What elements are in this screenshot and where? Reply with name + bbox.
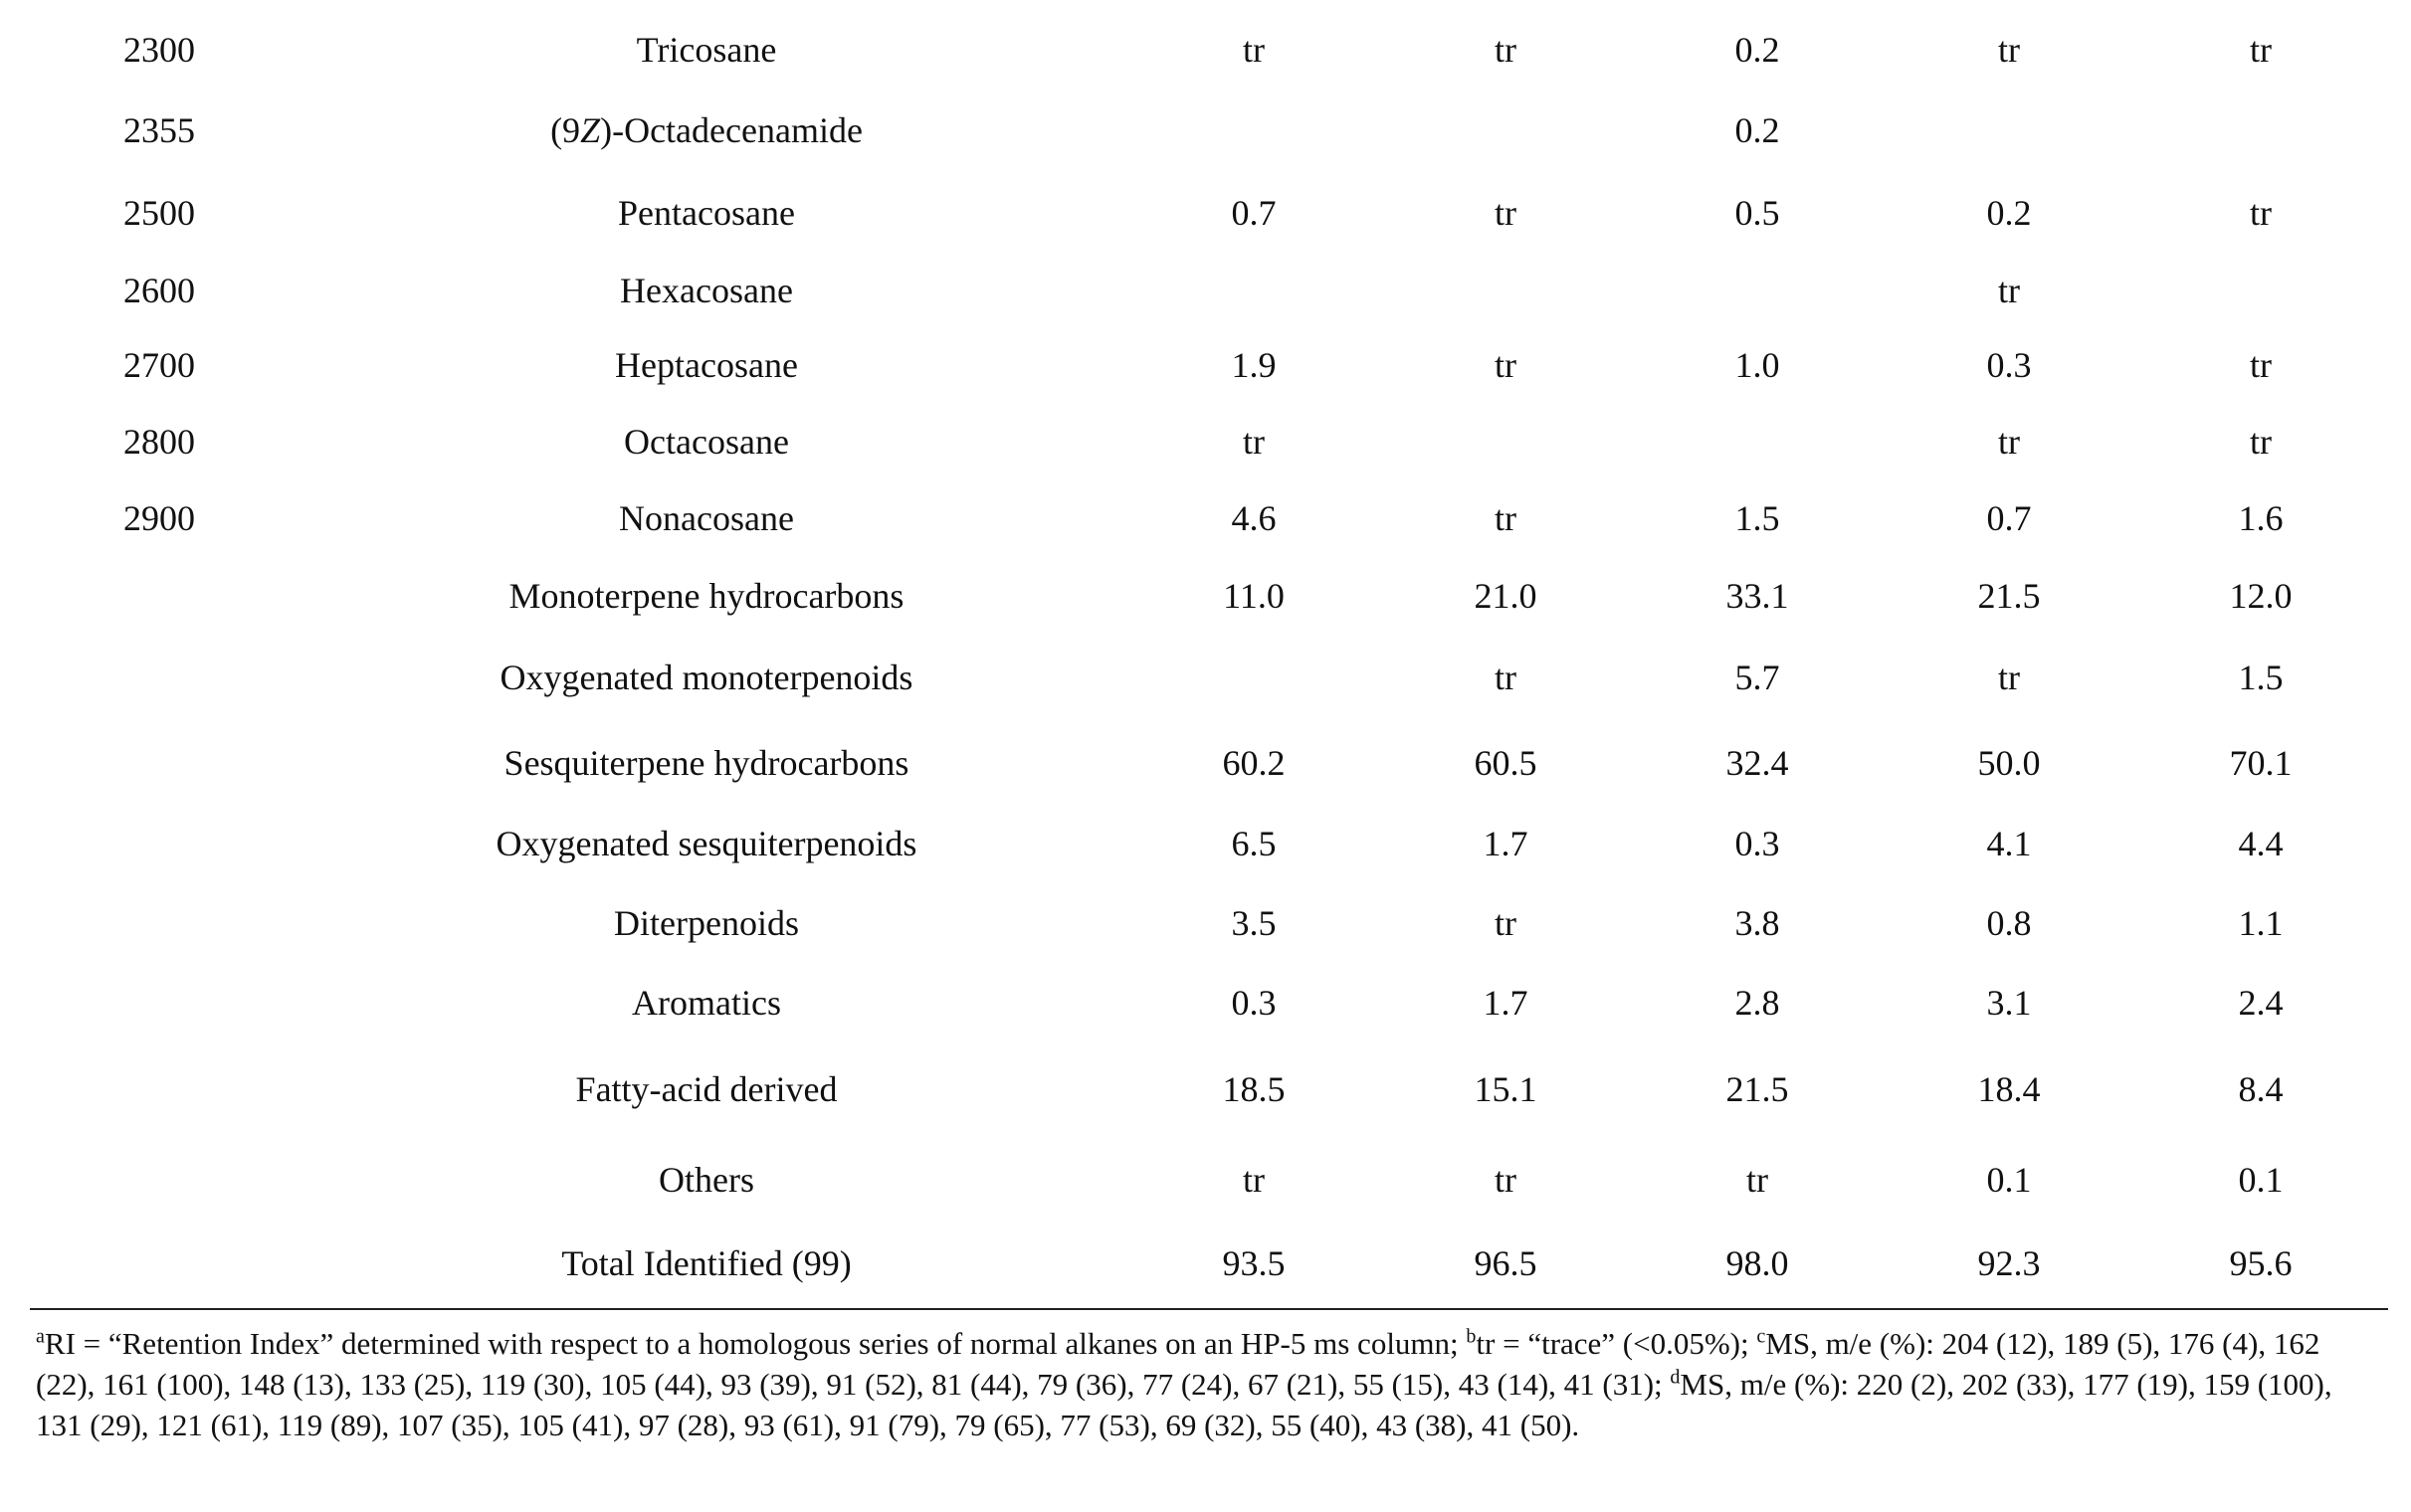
compound-name-cell [398,488,1015,548]
footnote-text: tr = “trace” (<0.05%); [1476,1326,1757,1361]
value-cell: 0.2 [1734,30,1780,70]
value-cell: tr [1495,30,1516,70]
value-cell: 3.8 [1734,903,1780,943]
value-cell: 6.5 [1231,824,1277,863]
retention-index-cell: 2700 [123,345,195,385]
value-cell: tr [1998,658,2020,697]
value-cell: 0.1 [2238,1160,2284,1200]
value-cell: tr [1243,1160,1265,1200]
value-cell: 70.1 [2229,743,2293,783]
value-cell: 1.0 [1734,345,1780,385]
value-cell: tr [1495,193,1516,233]
compound-name-suffix: Others [659,1160,754,1200]
value-cell: 50.0 [1977,743,2041,783]
retention-index-cell: 2500 [123,193,195,233]
retention-index-cell: 2800 [123,422,195,462]
value-cell: 21.5 [1977,576,2041,616]
footnote [36,1326,1466,1361]
value-cell: tr [2250,193,2272,233]
compound-name-cell [398,335,1015,395]
value-cell: tr [1998,30,2020,70]
value-cell: 1.7 [1483,983,1528,1023]
retention-index-cell: 2600 [123,271,195,310]
value-cell [1406,412,1605,472]
value-cell [1406,100,1605,160]
value-cell: 5.7 [1734,658,1780,697]
value-cell: 0.5 [1734,193,1780,233]
retention-index-cell [90,1150,229,1210]
value-cell: 4.4 [2238,824,2284,863]
compound-name-cell [398,814,1015,873]
compound-name-italic: Z [580,110,601,150]
value-cell: 0.8 [1986,903,2032,943]
value-cell: tr [1243,30,1265,70]
compound-name-cell [398,100,1015,160]
value-cell: 0.3 [1231,983,1277,1023]
compound-name-suffix: Hexacosane [620,271,793,310]
value-cell: 96.5 [1474,1243,1537,1283]
compound-name-cell [398,1150,1015,1210]
retention-index-cell [90,814,229,873]
table-footnotes [36,1323,2374,1445]
value-cell: 1.9 [1231,345,1277,385]
compound-name-suffix: Monoterpene hydrocarbons [508,576,904,616]
value-cell: tr [2250,30,2272,70]
value-cell: tr [1243,422,1265,462]
compound-name-cell [398,566,1015,626]
table-row [0,20,2411,80]
value-cell: 0.7 [1986,498,2032,538]
value-cell: 32.4 [1725,743,1789,783]
retention-index-cell: 2300 [123,30,195,70]
value-cell: 3.5 [1231,903,1277,943]
value-cell: 12.0 [2229,576,2293,616]
table-row [0,488,2411,548]
table-row [0,100,2411,160]
value-cell: 92.3 [1977,1243,2041,1283]
table-row [0,1150,2411,1210]
retention-index-cell [90,973,229,1033]
value-cell: 1.6 [2238,498,2284,538]
table-bottom-rule [30,1308,2388,1310]
compound-name-suffix: Oxygenated monoterpenoids [500,658,913,697]
compound-name-cell [398,20,1015,80]
table-row [0,893,2411,953]
value-cell [1658,261,1857,320]
value-cell: tr [2250,345,2272,385]
retention-index-cell [90,566,229,626]
value-cell: 33.1 [1725,576,1789,616]
compound-name-suffix: Heptacosane [615,345,798,385]
compound-name-suffix: Tricosane [636,30,777,70]
value-cell [1406,261,1605,320]
compound-name-prefix: (9 [550,110,581,150]
retention-index-cell [90,1059,229,1119]
table-row [0,973,2411,1033]
value-cell: 15.1 [1474,1069,1537,1109]
compound-name-cell [398,648,1015,707]
compound-name-cell [398,183,1015,243]
value-cell [2161,100,2360,160]
compound-name-cell [398,733,1015,793]
value-cell: 98.0 [1725,1243,1789,1283]
table-row [0,335,2411,395]
compound-name-suffix: Fatty-acid derived [575,1069,838,1109]
footnote [1466,1326,1756,1361]
value-cell: 0.7 [1231,193,1277,233]
value-cell: 18.5 [1222,1069,1286,1109]
value-cell: tr [1495,903,1516,943]
value-cell: 0.1 [1986,1160,2032,1200]
value-cell: 21.5 [1725,1069,1789,1109]
table-row [0,733,2411,793]
value-cell: 8.4 [2238,1069,2284,1109]
table-row [0,1233,2411,1293]
table-row [0,183,2411,243]
value-cell: 0.2 [1986,193,2032,233]
value-cell: 0.3 [1734,824,1780,863]
value-cell: tr [1495,498,1516,538]
value-cell: tr [1495,658,1516,697]
value-cell: tr [1746,1160,1768,1200]
value-cell: 1.5 [2238,658,2284,697]
value-cell: 95.6 [2229,1243,2293,1283]
value-cell: 1.5 [1734,498,1780,538]
table-row [0,648,2411,707]
footnote-marker: c [1756,1325,1766,1348]
retention-index-cell: 2900 [123,498,195,538]
value-cell: 60.2 [1222,743,1286,783]
compound-name-suffix: Octacosane [624,422,789,462]
value-cell: 4.6 [1231,498,1277,538]
footnote-marker: b [1466,1325,1477,1348]
retention-index-cell [90,893,229,953]
retention-index-cell [90,733,229,793]
compound-name-suffix: Oxygenated sesquiterpenoids [496,824,917,863]
compound-name-cell [398,893,1015,953]
value-cell: tr [1495,345,1516,385]
table-row [0,261,2411,320]
value-cell: 1.7 [1483,824,1528,863]
value-cell: 0.3 [1986,345,2032,385]
table-row [0,1059,2411,1119]
value-cell: 0.2 [1734,110,1780,150]
compound-name-suffix: )-Octadecenamide [600,110,863,150]
compound-name-suffix: Total Identified (99) [561,1243,852,1283]
value-cell: 2.4 [2238,983,2284,1023]
value-cell: 3.1 [1986,983,2032,1023]
value-cell: tr [1998,422,2020,462]
value-cell: 11.0 [1223,576,1285,616]
value-cell [1154,648,1353,707]
value-cell [1658,412,1857,472]
compound-name-suffix: Aromatics [632,983,781,1023]
value-cell [1909,100,2109,160]
retention-index-cell [90,648,229,707]
footnote-text: RI = “Retention Index” determined with respect to a homologous series of normal alkanes on an HP-5 ms column; [44,1326,1467,1361]
compound-name-cell [398,261,1015,320]
retention-index-cell: 2355 [123,110,195,150]
compound-name-suffix: Nonacosane [619,498,794,538]
table-row [0,412,2411,472]
value-cell: 2.8 [1734,983,1780,1023]
value-cell: 93.5 [1222,1243,1286,1283]
table-row [0,566,2411,626]
table-row [0,814,2411,873]
footnote-text: MS, m/e (%): 204 (12), 189 (5), 176 (4), 162 (22), 161 (100), 148 (13), 133 (25), 119 (30), 105 (44), 93 (39), 91 (52), 81 (44), 79 (36), 77 (24), 67 (21), 55 (15), 43 (14), 41 (31); [36,1326,2320,1402]
compound-name-suffix: Diterpenoids [614,903,799,943]
footnote-marker: a [36,1325,45,1348]
compound-name-suffix: Pentacosane [618,193,795,233]
value-cell [1154,100,1353,160]
value-cell: 18.4 [1977,1069,2041,1109]
footnote-marker: d [1670,1366,1681,1389]
compound-name-cell [398,1233,1015,1293]
value-cell: tr [1998,271,2020,310]
value-cell: 4.1 [1986,824,2032,863]
compound-name-cell [398,973,1015,1033]
value-cell: tr [1495,1160,1516,1200]
value-cell: 60.5 [1474,743,1537,783]
compound-name-suffix: Sesquiterpene hydrocarbons [503,743,909,783]
compound-name-cell [398,412,1015,472]
value-cell: tr [2250,422,2272,462]
retention-index-cell [90,1233,229,1293]
compound-name-cell [398,1059,1015,1119]
value-cell [2161,261,2360,320]
value-cell: 21.0 [1474,576,1537,616]
footnote-text: MS, m/e (%): 220 (2), 202 (33), 177 (19), 159 (100), 131 (29), 121 (61), 119 (89), 107 (35), 105 (41), 97 (28), 93 (61), 91 (79), 79 (65), 77 (53), 69 (32), 55 (40), 43 (38), 41 (50). [36,1367,2332,1442]
value-cell [1154,261,1353,320]
value-cell: 1.1 [2238,903,2284,943]
